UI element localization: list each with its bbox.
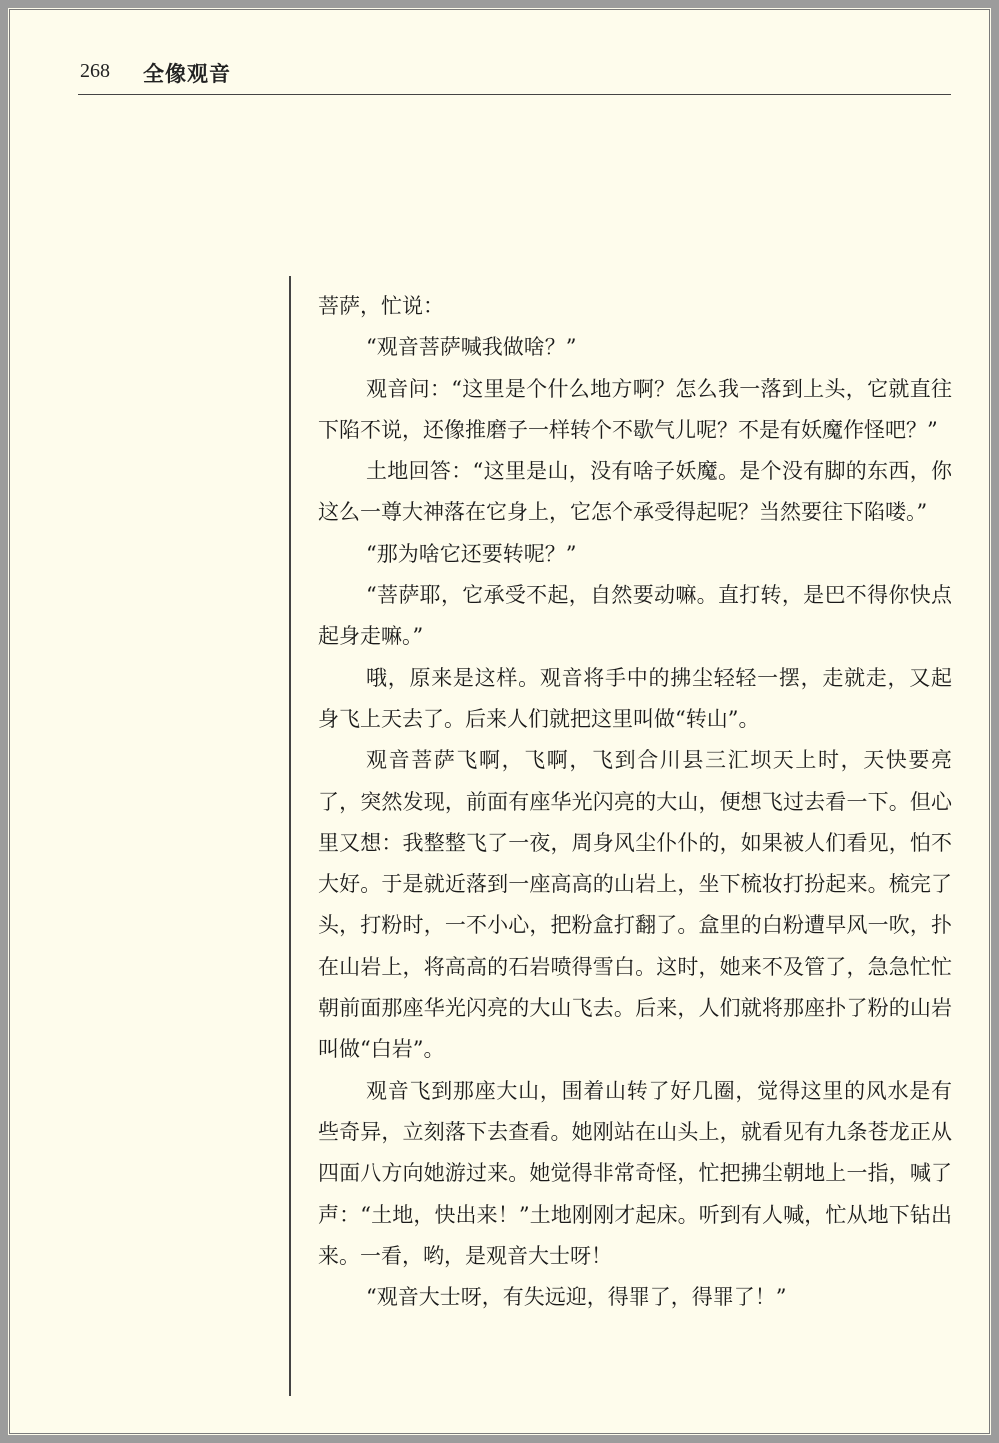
margin-rule [289,276,291,1396]
page-number: 268 [80,60,110,82]
paragraph: “菩萨耶，它承受不起，自然要动嘛。直打转，是巴不得你快点起身走嘛。” [318,583,952,649]
body-text [318,286,952,1318]
paragraph: “那为啥它还要转呢？” [366,541,577,566]
paragraph: 菩萨，忙说： [318,294,444,318]
page-header [78,60,951,95]
paragraph: 观音飞到那座大山，围着山转了好几圈，觉得这里的风水是有些奇异，立刻落下去查看。她刚站在山头上，就看见有九条苍龙正从四面八方向她游过来。她觉得非常奇怪，忙把拂尘朝地上一指，喊了声：“土地，快出来！”土地刚刚才起床。听到有人喊，忙从地下钻出来。一看，哟，是观音大士呀！ [318,1078,952,1268]
paragraph: 观音问：“这里是个什么地方啊？怎么我一落到上头，它就直往下陷不说，还像推磨子一样转个不歇气儿呢？不是有妖魔作怪吧？” [318,376,952,442]
paragraph: “观音大士呀，有失远迎，得罪了，得罪了！” [366,1285,787,1310]
paragraph: 土地回答：“这里是山，没有啥子妖魔。是个没有脚的东西，你这么一尊大神落在它身上，它怎个承受得起呢？当然要往下陷喽。” [318,459,952,525]
paragraph: “观音菩萨喊我做啥？” [366,335,577,360]
paragraph: 观音菩萨飞啊，飞啊，飞到合川县三汇坝天上时，天快要亮了，突然发现，前面有座华光闪亮的大山，便想飞过去看一下。但心里又想：我整整飞了一夜，周身风尘仆仆的，如果被人们看见，怕不大好。于是就近落到一座高高的山岩上，坐下梳妆打扮起来。梳完了头，打粉时，一不小心，把粉盒打翻了。盒里的白粉遭早风一吹，扑在山岩上，将高高的石岩喷得雪白。这时，她来不及管了，急急忙忙朝前面那座华光闪亮的大山飞去。后来，人们就将那座扑了粉的山岩叫做“白岩”。 [318,748,952,1062]
running-title: 全像观音 [143,61,231,86]
paragraph: 哦，原来是这样。观音将手中的拂尘轻轻一摆，走就走，又起身飞上天去了。后来人们就把这里叫做“转山”。 [318,665,952,731]
